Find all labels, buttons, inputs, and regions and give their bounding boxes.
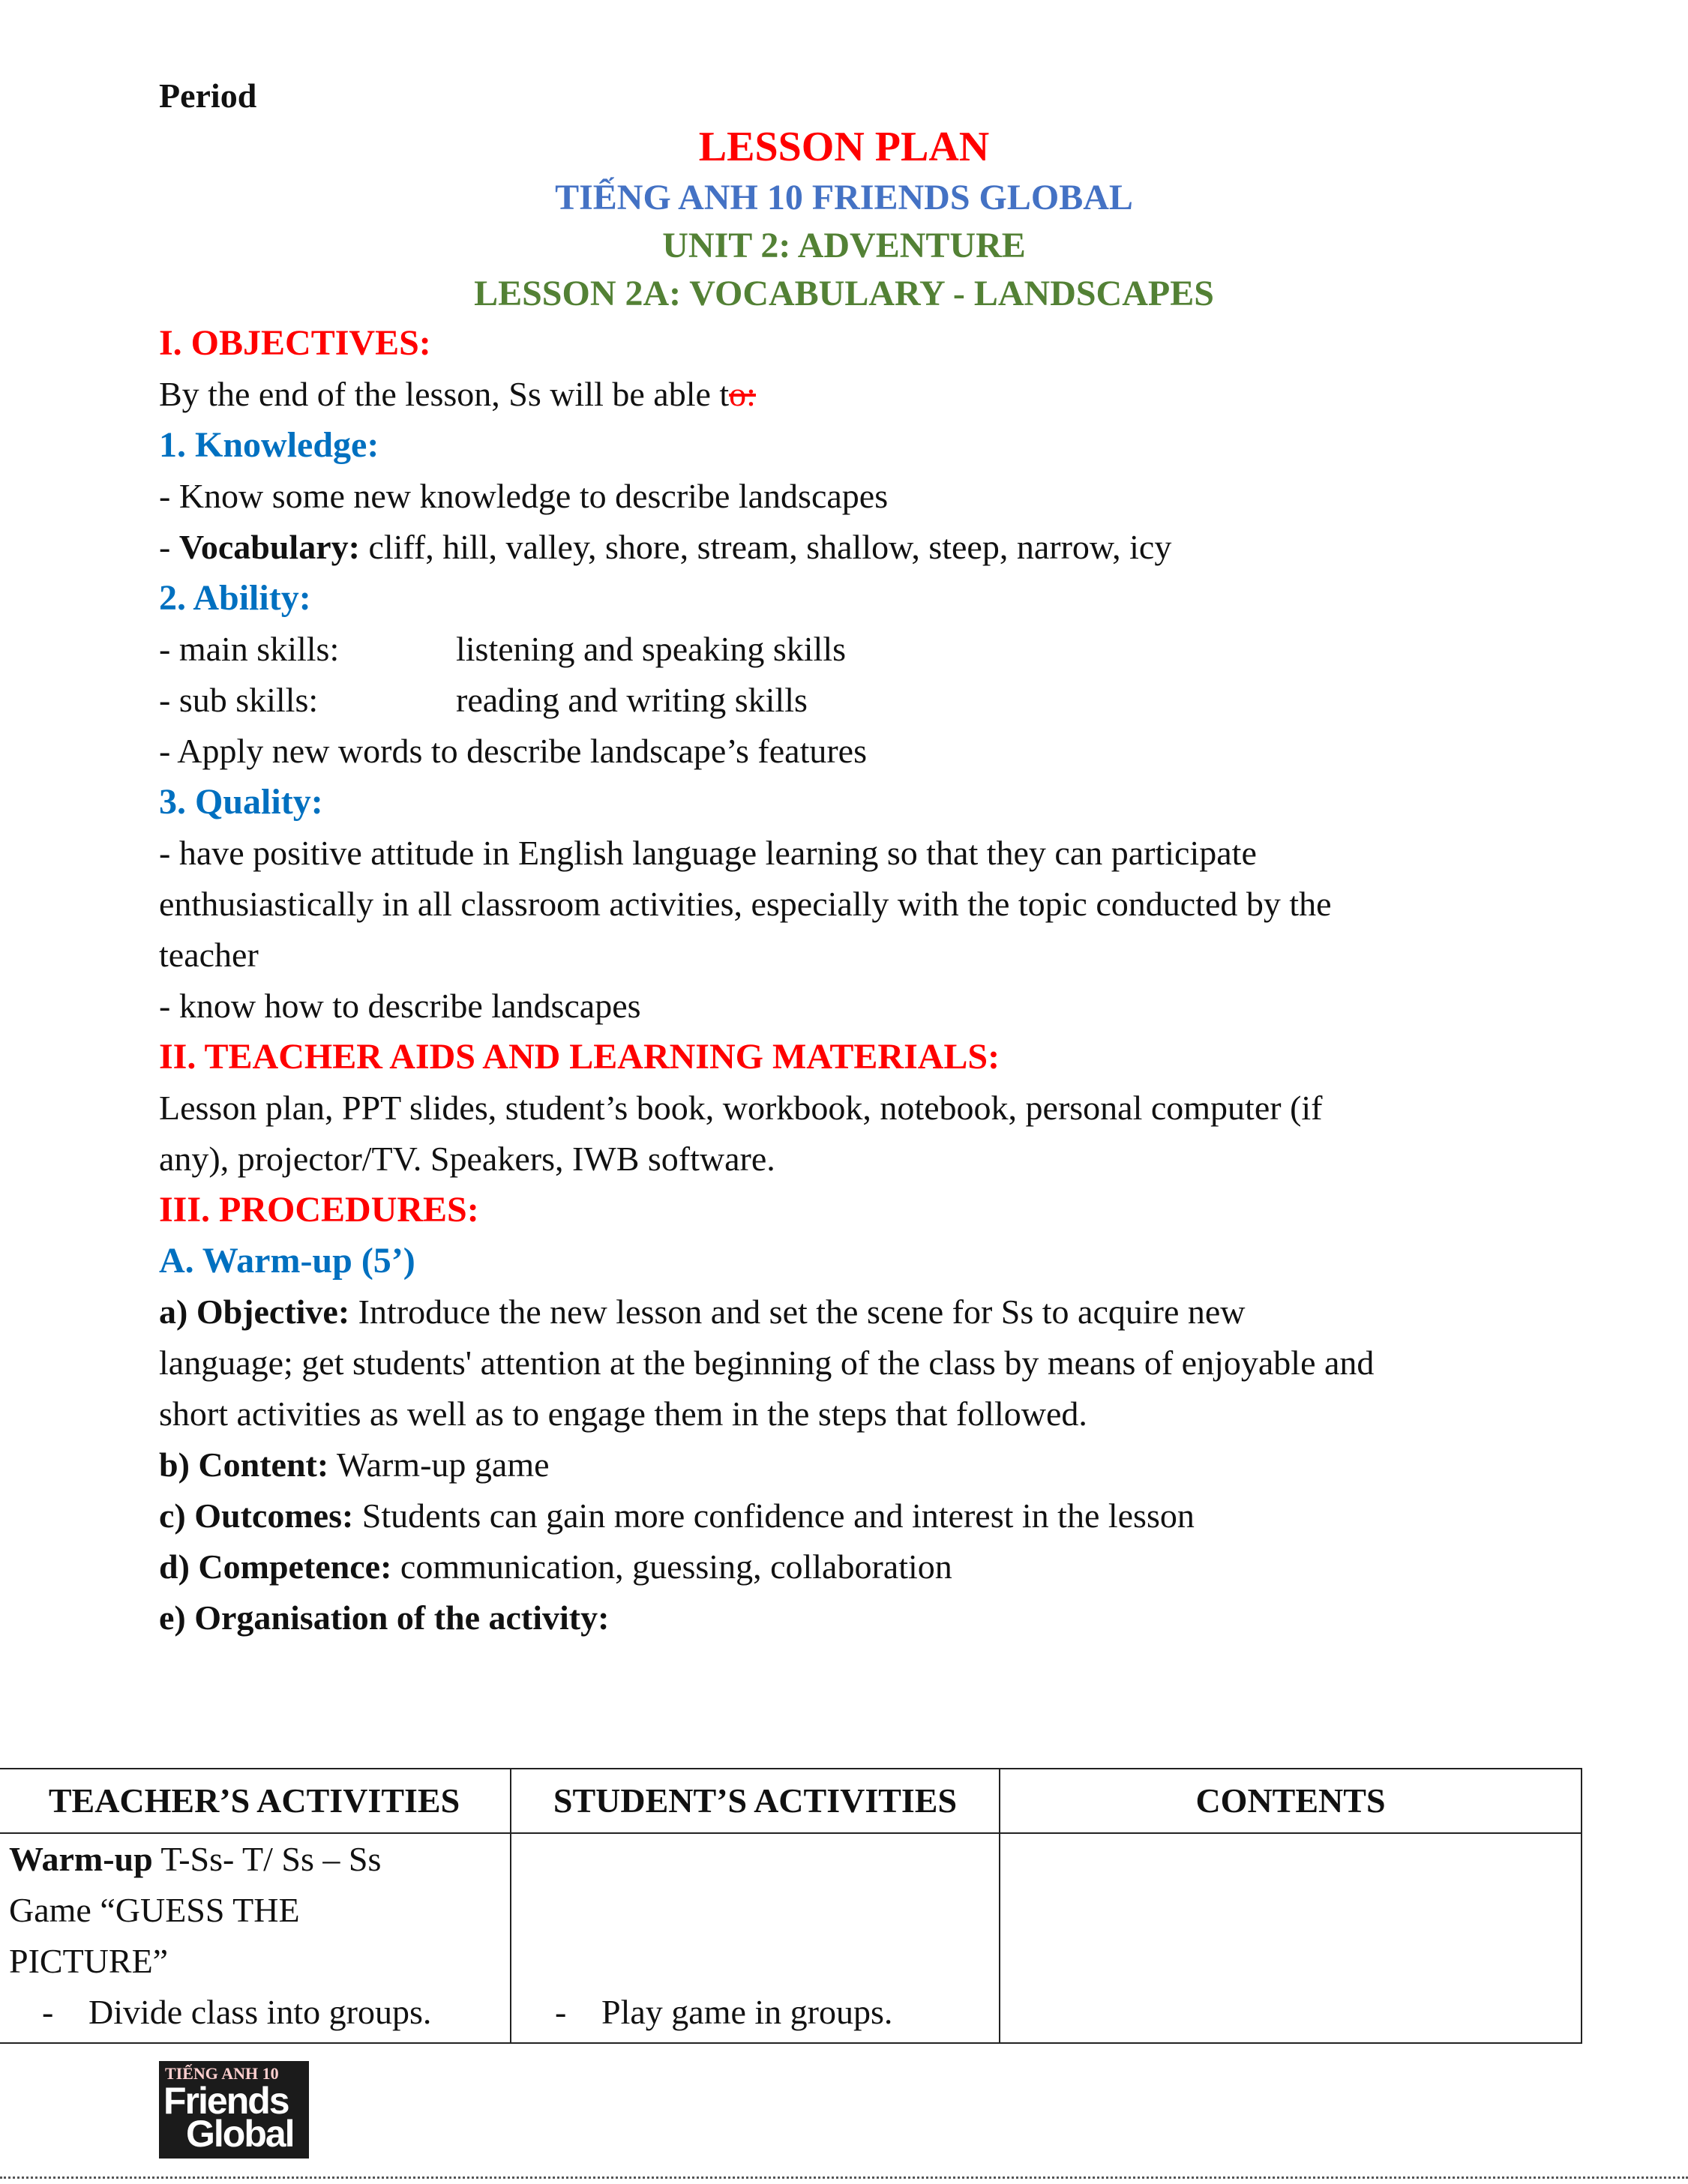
warmup-mode: T-Ss- T/ Ss – Ss [152, 1840, 382, 1878]
student-activities-header: STUDENT’S ACTIVITIES [511, 1769, 1000, 1833]
materials-line-2: any), projector/TV. Speakers, IWB software. [159, 1140, 775, 1178]
quality-item-line-3: teacher [159, 936, 259, 974]
warmup-heading: A. Warm-up (5’) [159, 1241, 415, 1281]
materials-heading: II. TEACHER AIDS AND LEARNING MATERIALS: [159, 1037, 1000, 1077]
vocabulary-prefix: - [159, 528, 179, 566]
knowledge-heading: 1. Knowledge: [159, 425, 379, 465]
bullet-dash: - [42, 1993, 54, 2031]
logo-line-1: TIẾNG ANH 10 [165, 2064, 279, 2083]
materials-line-1: Lesson plan, PPT slides, student’s book, workbook, notebook, personal computer (if [159, 1089, 1323, 1127]
vocabulary-words: cliff, hill, valley, shore, stream, shallow, steep, narrow, icy [359, 528, 1172, 566]
logo-line-3: Global [186, 2113, 294, 2155]
quality-item-line-1: - have positive attitude in English language learning so that they can participate [159, 834, 1257, 872]
unit-title: UNIT 2: ADVENTURE [662, 226, 1026, 265]
teacher-bullet [9, 1987, 499, 2038]
contents-cell [1000, 1833, 1582, 2043]
quality-item-2: - know how to describe landscapes [159, 987, 641, 1025]
game-title-line-2: PICTURE” [9, 1942, 169, 1980]
outcomes-label: c) Outcomes: [159, 1496, 354, 1535]
student-bullet-text: Play game in groups. [601, 1993, 893, 2031]
sub-skills-item [159, 679, 808, 721]
period-label: Period [159, 76, 257, 115]
sub-skills-value: reading and writing skills [456, 681, 808, 719]
warmup-mode-line [9, 1834, 499, 1885]
content-item [159, 1444, 550, 1486]
competence-item [159, 1546, 952, 1588]
vocabulary-label: Vocabulary: [178, 528, 360, 566]
objective-line-2: language; get students' attention at the beginning of the class by means of enjoyable and [159, 1344, 1375, 1382]
competence-label: d) Competence: [159, 1547, 392, 1586]
footer-divider [0, 2177, 1688, 2179]
course-title: TIẾNG ANH 10 FRIENDS GLOBAL [555, 178, 1133, 217]
procedures-heading: III. PROCEDURES: [159, 1190, 479, 1230]
outcomes-item [159, 1495, 1195, 1537]
ability-apply-item: - Apply new words to describe landscape’s features [159, 732, 867, 770]
teacher-activities-header: TEACHER’S ACTIVITIES [0, 1769, 511, 1833]
contents-header: CONTENTS [1000, 1769, 1582, 1833]
content-text: Warm-up game [328, 1446, 550, 1484]
teacher-activities-cell [0, 1833, 511, 2043]
outcomes-text: Students can gain more confidence and interest in the lesson [353, 1496, 1195, 1535]
competence-text: communication, guessing, collaboration [391, 1547, 952, 1586]
sub-skills-label: - sub skills: [159, 681, 319, 719]
game-title-line-1: Game “GUESS THE [9, 1891, 300, 1929]
logo-line-2: Friends [163, 2080, 289, 2122]
student-spacer [522, 1834, 988, 1987]
student-bullet [522, 1987, 988, 2038]
bullet-dash: - [555, 1993, 567, 2031]
main-skills-value: listening and speaking skills [456, 630, 847, 668]
objectives-intro [159, 373, 756, 415]
deleted-text-mark: o: [729, 375, 756, 413]
teacher-bullet-text: Divide class into groups. [88, 1993, 432, 2031]
quality-heading: 3. Quality: [159, 782, 323, 822]
quality-item-line-2: enthusiastically in all classroom activities, especially with the topic conducted by the [159, 885, 1332, 923]
objective-text: Introduce the new lesson and set the scene for Ss to acquire new [349, 1293, 1246, 1331]
objective-label: a) Objective: [159, 1293, 350, 1331]
objectives-intro-text: By the end of the lesson, Ss will be able t [159, 375, 730, 413]
table-header-row [0, 1769, 1582, 1833]
knowledge-item: - Know some new knowledge to describe landscapes [159, 477, 889, 515]
warmup-label: Warm-up [9, 1840, 153, 1878]
activities-table [0, 1768, 1582, 2044]
main-skills-label: - main skills: [159, 630, 340, 668]
main-skills-item [159, 628, 846, 670]
objective-line-3: short activities as well as to engage them in the steps that followed. [159, 1395, 1087, 1433]
vocabulary-item [159, 526, 1171, 568]
friends-global-logo [159, 2061, 309, 2159]
lesson-plan-title: LESSON PLAN [698, 124, 990, 170]
organisation-label: e) Organisation of the activity: [159, 1598, 610, 1637]
table-row [0, 1833, 1582, 2043]
student-activities-cell [511, 1833, 1000, 2043]
objectives-heading: I. OBJECTIVES: [159, 323, 431, 363]
content-label: b) Content: [159, 1446, 329, 1484]
ability-heading: 2. Ability: [159, 578, 311, 618]
lesson-title: LESSON 2A: VOCABULARY - LANDSCAPES [474, 274, 1214, 313]
objective-line-1 [159, 1291, 1246, 1333]
